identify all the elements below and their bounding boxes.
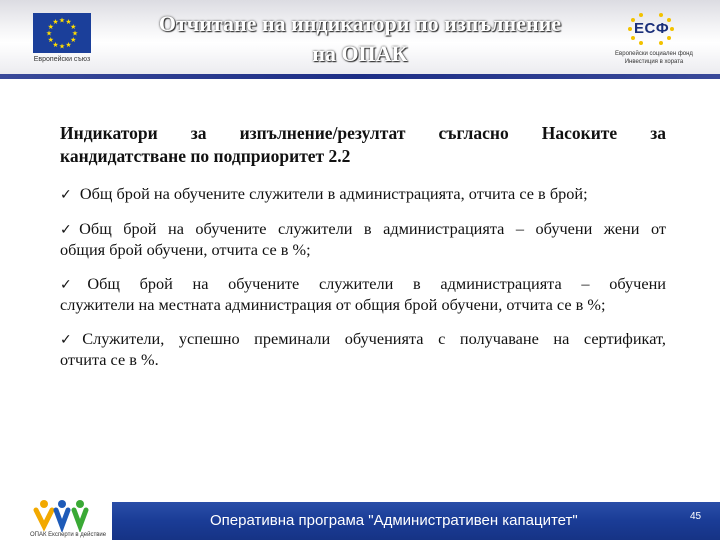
eu-star-icon: ★ bbox=[52, 18, 59, 27]
slide-content bbox=[60, 122, 666, 384]
esf-logo-caption bbox=[606, 50, 702, 66]
list-item bbox=[60, 219, 666, 260]
eu-logo-caption: Европейски съюз bbox=[33, 56, 91, 63]
list-item-text-line1: Общ брой на обучените служители в администрацията, отчита се в брой; bbox=[79, 184, 588, 203]
opak-logo-caption: ОПАК Експерти в действие bbox=[30, 532, 107, 538]
eu-logo bbox=[29, 13, 95, 67]
list-item bbox=[60, 274, 666, 315]
eu-star-icon: ★ bbox=[45, 29, 53, 38]
eu-star-icon: ★ bbox=[58, 16, 66, 25]
list-item-line1 bbox=[60, 329, 666, 350]
slide-footer bbox=[0, 494, 720, 540]
content-heading bbox=[60, 122, 666, 168]
list-item-text-line1: Служители, успешно преминали обученията с получаване на сертификат, bbox=[82, 329, 666, 348]
list-item-text-line1: Общ брой на обучените служители в администрацията – обучени bbox=[87, 274, 666, 293]
slide-header bbox=[0, 0, 720, 78]
eu-star-icon: ★ bbox=[58, 42, 66, 51]
eu-flag-icon bbox=[33, 13, 91, 53]
eu-star-icon: ★ bbox=[52, 40, 59, 49]
list-item-text-line2: отчита се в %. bbox=[60, 350, 159, 369]
checkmark-icon: ✓ bbox=[60, 277, 88, 293]
heading-line1: Индикатори за изпълнение/резултат съгласно Насоките за bbox=[60, 123, 666, 143]
header-band bbox=[0, 74, 720, 79]
list-item-text-line1: Общ брой на обучените служители в администрацията – обучени жени от bbox=[79, 219, 667, 238]
eu-star-icon: ★ bbox=[70, 23, 77, 31]
eu-star-icon: ★ bbox=[65, 18, 72, 27]
list-item-text-line2: служители на местната администрация от общия брой обучени, отчита се в %; bbox=[60, 295, 606, 314]
esf-logo bbox=[606, 10, 702, 70]
opak-people-icon bbox=[30, 496, 110, 532]
eu-star-icon: ★ bbox=[47, 23, 54, 31]
esf-logo-text: ЕСФ bbox=[634, 20, 670, 37]
slide-title bbox=[120, 9, 600, 69]
slide-title-line1: Отчитане на индикатори по изпълнение bbox=[158, 11, 562, 36]
esf-caption-line2: Инвестиция в хората bbox=[624, 59, 684, 65]
page-number: 45 bbox=[690, 511, 702, 522]
list-item bbox=[60, 329, 666, 370]
footer-program-text: Оперативна програма "Административен капацитет" bbox=[210, 512, 578, 529]
eu-star-icon: ★ bbox=[65, 40, 72, 49]
eu-star-icon: ★ bbox=[47, 36, 54, 44]
eu-star-icon: ★ bbox=[70, 36, 77, 44]
list-item bbox=[60, 184, 666, 205]
checkmark-icon: ✓ bbox=[60, 222, 80, 238]
list-item-line1 bbox=[60, 219, 666, 240]
slide-title-line2: на ОПАК bbox=[312, 41, 408, 66]
checkmark-icon: ✓ bbox=[60, 187, 72, 203]
list-item-line1 bbox=[60, 274, 666, 295]
esf-caption-line1: Европейски социален фонд bbox=[615, 51, 693, 57]
heading-line2: кандидатстване по подприоритет 2.2 bbox=[60, 146, 351, 166]
checkmark-icon: ✓ bbox=[60, 332, 83, 348]
opak-logo bbox=[30, 496, 110, 540]
eu-star-icon: ★ bbox=[71, 29, 79, 38]
list-item-text-line2: общия брой обучени, отчита се в %; bbox=[60, 240, 311, 259]
